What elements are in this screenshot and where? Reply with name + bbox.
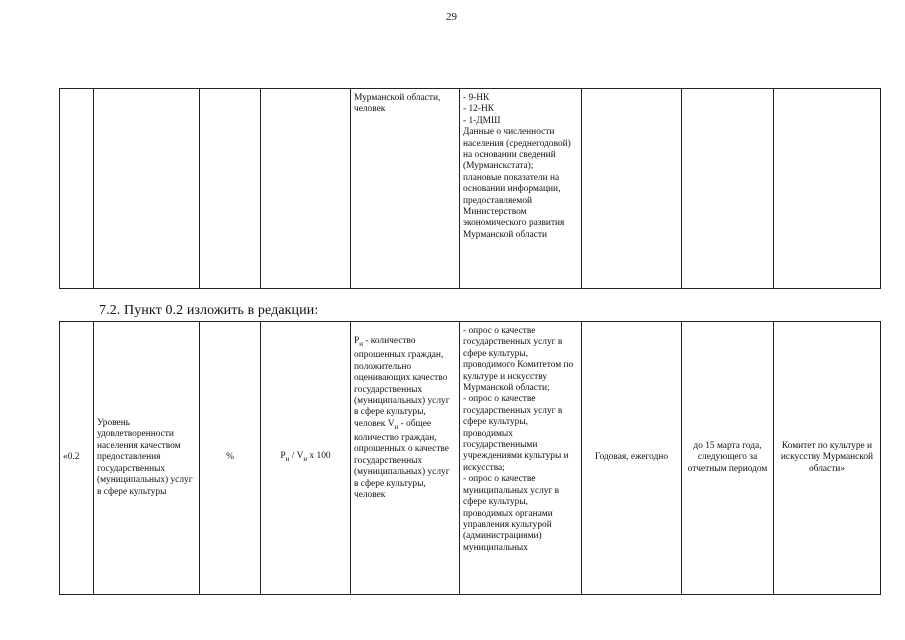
indicator-table: [59, 321, 881, 595]
cell-formula: [261, 89, 351, 289]
cell-responsible: Комитет по культуре и искусству Мурманской области»: [774, 322, 881, 595]
continuation-table: [59, 88, 881, 289]
table-row: [60, 322, 881, 595]
cell-deadline: до 15 марта года, следующего за отчетным периодом: [682, 322, 774, 595]
cell-periodicity: Годовая, ежегодно: [582, 322, 682, 595]
section-heading: 7.2. Пункт 0.2 изложить в редакции:: [99, 303, 319, 318]
cell-unit-text: Мурманской области, человек: [351, 89, 460, 289]
page-number: 29: [446, 11, 457, 23]
cell-periodicity: [582, 89, 682, 289]
source-line: - 1-ДМШ: [463, 115, 501, 126]
source-line: - 12-НК: [463, 104, 494, 115]
source-line: - 9-НК: [463, 93, 490, 103]
cell-unit: %: [200, 322, 261, 595]
source-line: - опрос о качестве государственных услуг в сфере культуры, проводимого Комитетом по культуре и искусству Мурманской области;: [463, 326, 574, 394]
cell-number: «0.2: [60, 322, 94, 595]
cell-definitions: $P_н$ - количество опрошенных граждан, положительно оценивающих качество государственных (муниципальных) услуг в сфере культуры, человек $V_н$ - общее количество граждан, опрошенных о качестве государственных (муниципальных) услуг в сфере культуры, человек: [351, 322, 460, 595]
source-line: плановые показатели на основании информации, предоставляемой Министерством экономического развития Мурманской области: [463, 172, 565, 240]
source-line: - опрос о качестве государственных услуг в сфере культуры, проводимых государственными учреждениями культуры и искусства;: [463, 394, 569, 473]
source-line: Данные о численности населения (среднегодовой) на основании сведений (Мурманскстата);: [463, 127, 571, 172]
source-line: - опрос о качестве муниципальных услуг в сфере культуры, проводимых органами управления культурой (администрациями) муниципальных: [463, 474, 560, 553]
cell-deadline: [682, 89, 774, 289]
cell-indicator: Уровень удовлетворенности населения качеством предоставления государственных (муниципальных) услуг в сфере культуры: [94, 322, 200, 595]
table-row: [60, 89, 881, 289]
cell-sources: [460, 322, 582, 595]
cell-indicator: [94, 89, 200, 289]
cell-unit-symbol: [200, 89, 261, 289]
cell-responsible: [774, 89, 881, 289]
cell-formula: $P_н / V_н$ x 100: [261, 322, 351, 595]
cell-sources: [460, 89, 582, 289]
cell-number: [60, 89, 94, 289]
